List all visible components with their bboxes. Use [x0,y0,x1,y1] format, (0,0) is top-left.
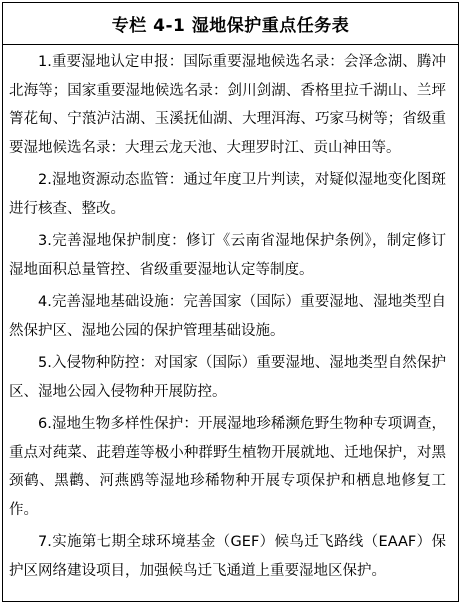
task-item-5 [9,349,446,406]
task-text: 完善湿地基础设施：完善国家（国际）重要湿地、湿地类型自然保护区、湿地公园的保护管理基础设施。 [9,294,446,339]
task-text: 重要湿地认定申报：国际重要湿地候选名录：会泽念湖、腾冲北海等；国家重要湿地候选名录：剑川剑湖、香格里拉千湖山、兰坪箐花甸、宁蒗泸沽湖、玉溪抚仙湖、大理洱海、巧家马树等；省级重要湿地候选名录：大理云龙天池、大理罗时江、贡山神田等。 [9,54,446,156]
task-text: 实施第七期全球环境基金（GEF）候鸟迁飞路线（EAAF）保护区网络建设项目，加强候鸟迁飞通道上重要湿地区保护。 [9,534,446,579]
task-number: 3. [38,233,52,249]
task-item-7 [9,528,446,585]
task-number: 1. [38,54,52,70]
task-list [3,45,458,585]
task-number: 4. [38,294,52,310]
task-text: 湿地资源动态监管：通过年度卫片判读，对疑似湿地变化图斑进行核查、整改。 [9,172,446,217]
task-number: 6. [38,416,52,432]
task-text: 完善湿地保护制度：修订《云南省湿地保护条例》，制定修订湿地面积总量管控、省级重要湿地认定等制度。 [9,233,446,278]
box-title: 专栏 4-1 湿地保护重点任务表 [3,3,458,45]
task-text: 湿地生物多样性保护：开展湿地珍稀濒危野生物种专项调查，重点对莼菜、茈碧莲等极小种群野生植物开展就地、迁地保护，对黑颈鹤、黑鹳、河燕鸥等湿地珍稀物种开展专项保护和栖息地修复工作。 [9,416,446,518]
task-item-6 [9,410,446,524]
task-item-2 [9,166,446,223]
task-number: 5. [38,355,52,371]
task-number: 7. [38,534,52,550]
task-text: 入侵物种防控：对国家（国际）重要湿地、湿地类型自然保护区、湿地公园入侵物种开展防控。 [9,355,446,400]
task-item-3 [9,227,446,284]
task-number: 2. [38,172,52,188]
task-table-box [2,2,459,602]
task-item-1 [9,48,446,162]
task-item-4 [9,288,446,345]
